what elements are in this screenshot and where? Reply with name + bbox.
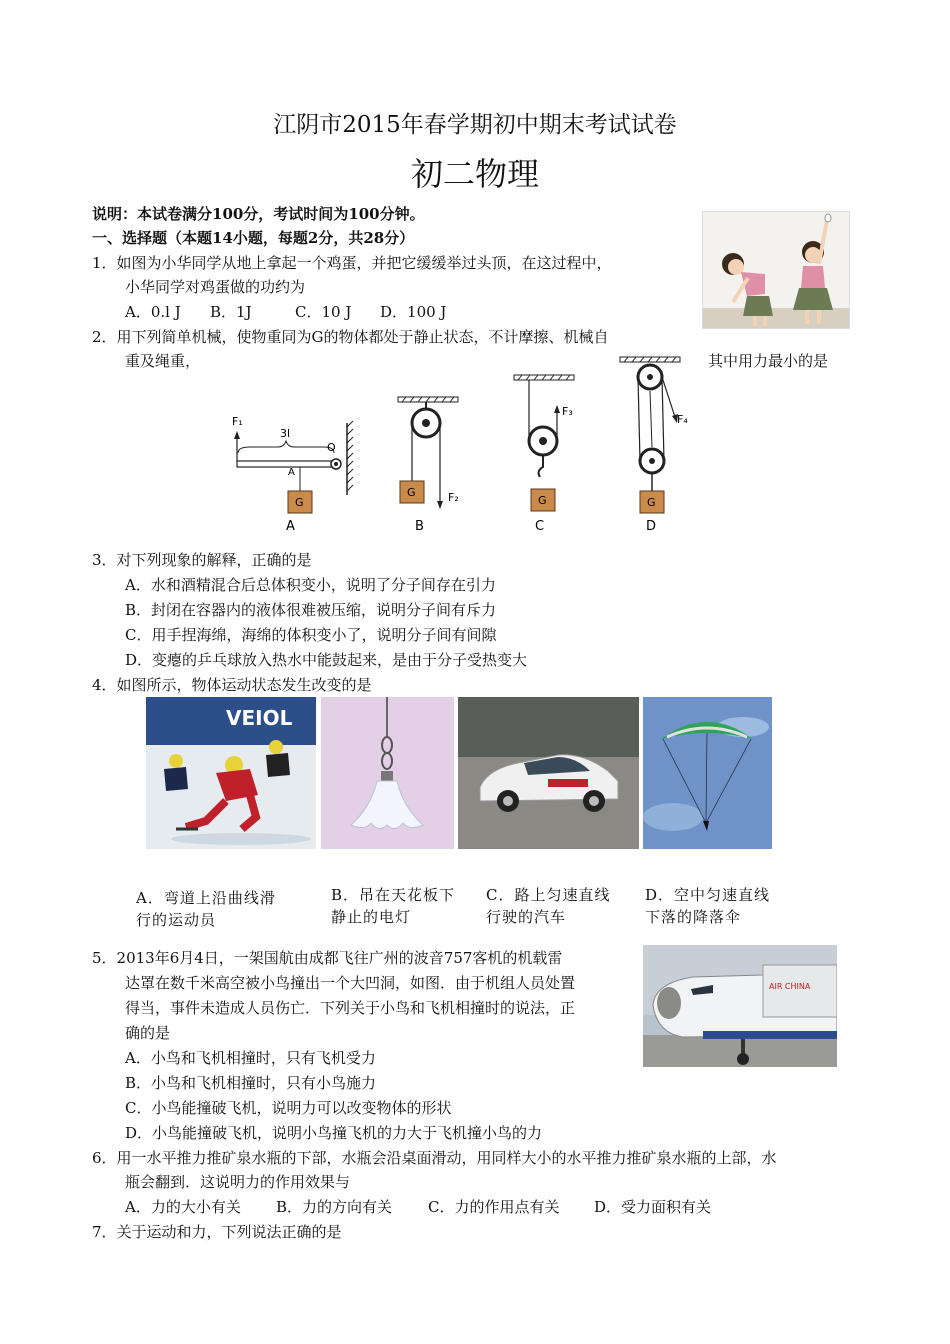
svg-text:VEIOL: VEIOL [226,706,293,730]
label-3l: 3l [280,427,291,440]
q1-option-a: A．0.l J [125,303,181,321]
label-c: C [535,519,545,534]
label-f3: F₃ [562,405,573,418]
svg-text:AIR CHINA: AIR CHINA [769,982,811,991]
q5-option-b: B．小鸟和飞机相撞时，只有小鸟施力 [125,1074,377,1092]
q5-option-c: C．小鸟能撞破飞机，说明力可以改变物体的形状 [125,1099,452,1117]
label-f1: F₁ [232,415,243,428]
q5-line2: 达罩在数千米高空被小鸟撞出一个大凹洞，如图．由于机组人员处置 [125,974,576,992]
exam-title: 江阴市2015年春学期初中期末考试试卷 [273,112,677,138]
weight-d: G [647,496,656,509]
q1-option-b: B．1J [210,303,252,321]
q6-option-d: D．受力面积有关 [594,1198,712,1216]
q5-option-a: A．小鸟和飞机相撞时，只有飞机受力 [125,1049,376,1067]
weight-c: G [538,494,547,507]
q3-option-b: B．封闭在容器内的液体很难被压缩，说明分子间有斥力 [125,601,497,619]
hanging-lamp-image [321,697,454,849]
q4-caption-a: A．弯道上沿曲线滑行的运动员 [136,889,276,929]
label-point-a: A [288,467,295,478]
q1-option-c: C．10 J [295,303,352,321]
label-o: O [327,441,336,454]
q4-caption-c: C．路上匀速直线行驶的汽车 [486,886,611,926]
q5-line4: 确的是 [125,1024,171,1042]
label-f4: F₄ [677,413,688,426]
q5-option-d: D．小鸟能撞破飞机，说明小鸟撞飞机的力大于飞机撞小鸟的力 [125,1124,543,1142]
girl-lifting-egg-image [702,211,850,329]
pulley-c [514,375,574,534]
pulley-b [398,397,459,534]
q3-option-a: A．水和酒精混合后总体积变小，说明了分子间存在引力 [125,576,496,594]
q3-option-d: D．变瘪的乒乓球放入热水中能鼓起来，是由于分子受热变大 [125,651,528,669]
simple-machines-diagram [220,355,700,540]
q4-caption-d: D．空中匀速直线下落的降落伞 [645,886,771,926]
q6-option-c: C．力的作用点有关 [428,1198,560,1216]
speed-skater-image [146,697,316,849]
q6-line1: 6．用一水平推力推矿泉水瓶的下部，水瓶会沿桌面滑动，用同样大小的水平推力推矿泉水瓶的上部，水 [92,1149,777,1167]
q4-caption-b: B．吊在天花板下静止的电灯 [331,886,456,926]
weight-b: G [407,486,416,499]
q6-option-b: B．力的方向有关 [276,1198,393,1216]
label-a: A [286,519,295,534]
car-image [458,697,639,849]
pulley-d [620,357,688,534]
instructions: 说明：本试卷满分100分，考试时间为100分钟。 [92,205,425,223]
q5-line3: 得当，事件未造成人员伤亡．下列关于小鸟和飞机相撞时的说法，正 [125,999,576,1017]
q4-stem: 4．如图所示，物体运动状态发生改变的是 [92,676,372,694]
label-b: B [415,519,424,534]
q6-line2: 瓶会翻到．这说明力的作用效果与 [125,1173,351,1191]
lever-a [232,415,353,534]
q3-stem: 3．对下列现象的解释，正确的是 [92,551,312,569]
q3-option-c: C．用手捏海绵，海绵的体积变小了，说明分子间有间隙 [125,626,497,644]
q1-line1: 1．如图为小华同学从地上拿起一个鸡蛋，并把它缓缓举过头顶，在这过程中， [92,254,612,272]
q1-option-d: D．100 J [380,303,447,321]
damaged-airplane-image [643,945,837,1067]
section-heading: 一、选择题（本题14小题，每题2分，共28分） [92,229,415,247]
subject-title: 初二物理 [410,155,539,193]
q1-line2: 小华同学对鸡蛋做的功约为 [125,278,306,296]
label-f2: F₂ [448,491,459,504]
q5-line1: 5．2013年6月4日，一架国航由成都飞往广州的波音757客机的机载雷 [92,949,563,967]
label-d: D [646,519,657,534]
q6-option-a: A．力的大小有关 [125,1198,241,1216]
parachute-image [643,697,772,849]
weight-a: G [295,496,304,509]
q2-line1: 2．用下列简单机械，使物重同为G的物体都处于静止状态，不计摩擦、机械自 [92,328,609,346]
q2-line2a: 重及绳重， [125,352,201,370]
q7-stem: 7．关于运动和力，下列说法正确的是 [92,1223,342,1241]
q2-line2b: 其中用力最小的是 [708,352,829,370]
